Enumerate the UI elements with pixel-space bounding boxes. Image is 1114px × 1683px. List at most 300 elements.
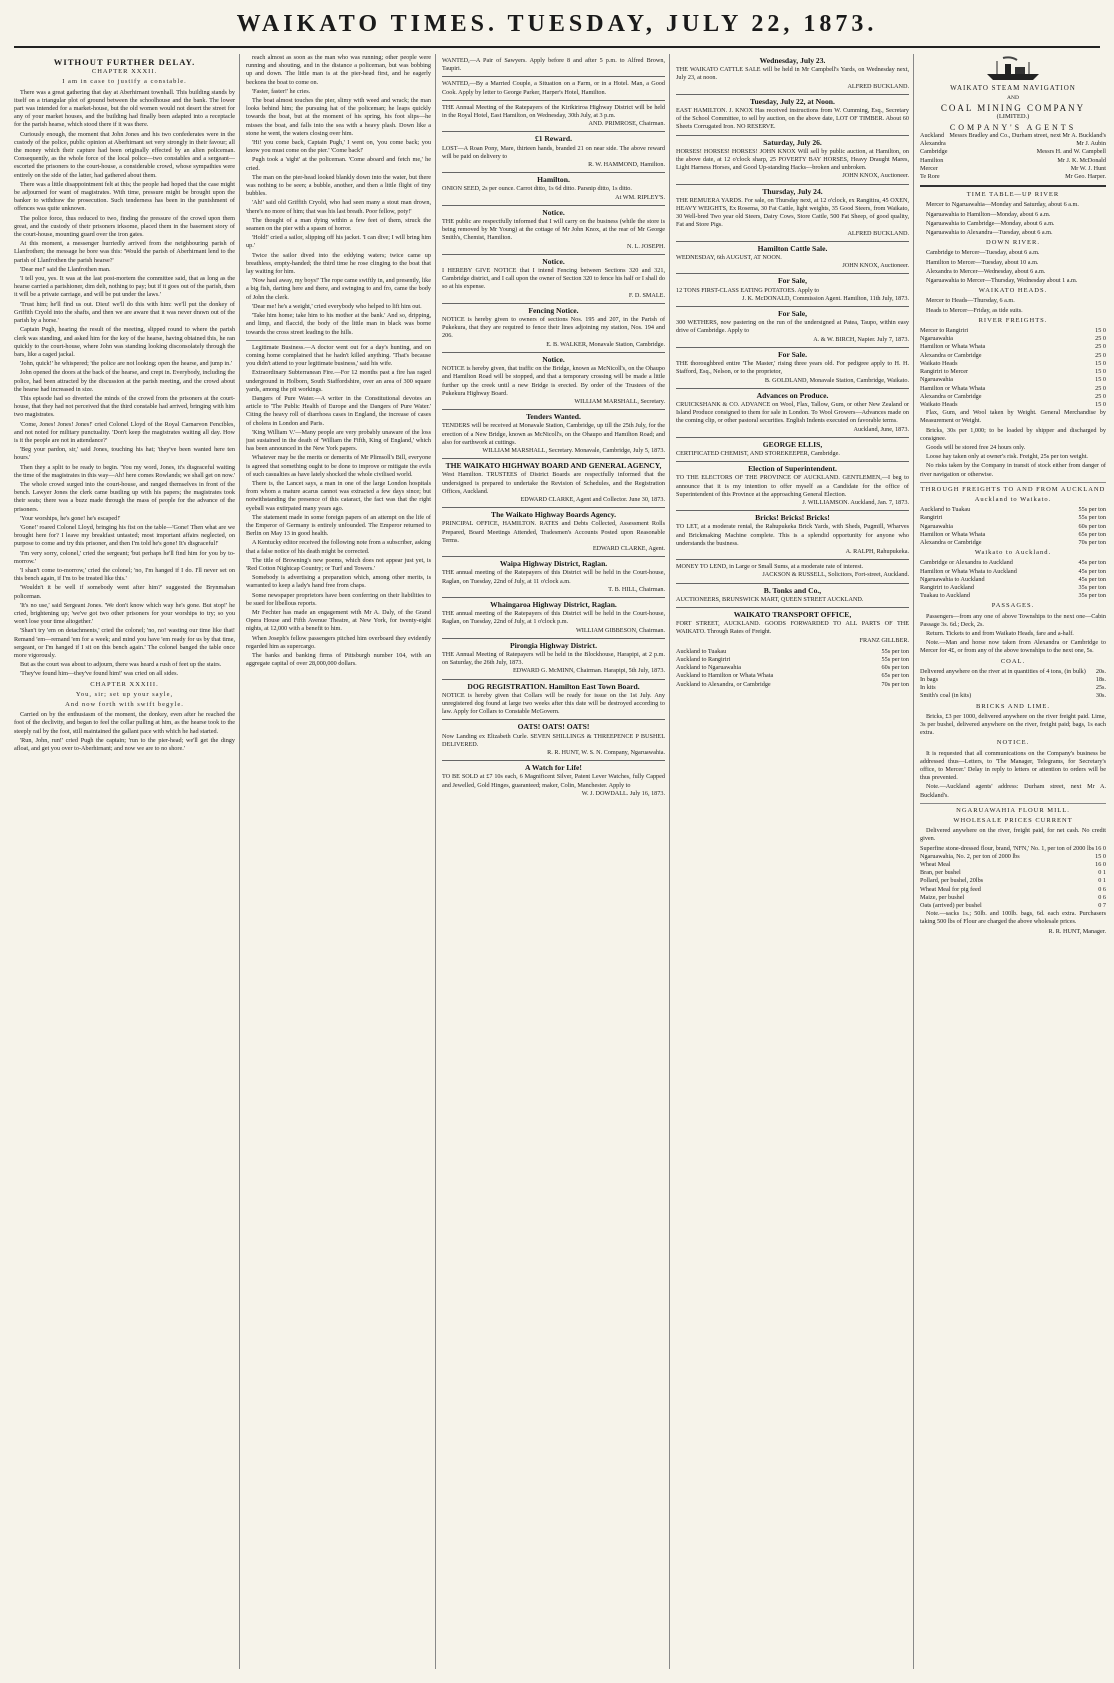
ad-text: CRUICKSHANK & CO. ADVANCE on Wool, Flax, Tallow, Gum, or other New Zealand or Island Produce consigned to them for sale in London. To Wool Growers—Advances made on the coming clip, or other pastoral securities. English Indents executed on favorable terms. — [676, 400, 909, 425]
advertisement — [442, 680, 665, 721]
story-paragraph: The boat almost touches the pier, slimy with weed and wrack; the man looks behind him; the pursuing hat of the policeman; he leaps quickly towards the boat, but at the moment of his spring, his foot slips—he misses the boat, and falls into the sea with a heavy plash. Down like a stone he went, the waters closing over him. — [246, 97, 431, 137]
timetable-item: Ngaruawahia to Cambridge—Monday, about 6 a.m. — [926, 219, 1055, 227]
freight-row-value: 45s per ton — [1078, 567, 1106, 575]
freight-row-label: Ngaruawahia to Auckland — [920, 575, 985, 583]
freight-row-label: Rangiriri to Mercer — [920, 368, 969, 376]
freight-row-value: 25 0 — [1095, 343, 1106, 351]
ad-text: PRINCIPAL OFFICE, HAMILTON. RATES and Debts Collected, Assessment Rolls Prepared, Board Meetings Attended, Tradesmen's Accounts Posted upon Reasonable Terms. — [442, 520, 665, 544]
mill-title: NGARUAWAHIA FLOUR MILL. — [956, 806, 1070, 814]
freight-row-value: 60s per ton — [1078, 522, 1106, 530]
freight-row-value: 65s per ton — [1078, 530, 1106, 538]
advertisement — [676, 389, 909, 438]
ad-text: MONEY TO LEND, in Large or Small Sums, at a moderate rate of interest. — [676, 563, 864, 571]
freight-row-value: 45s per ton — [1078, 559, 1106, 567]
ad-text: FORT STREET, AUCKLAND. GOODS FORWARDED TO ALL PARTS OF THE WAIKATO. Through Rates of Freight. — [676, 620, 909, 636]
river-freights — [920, 327, 1106, 409]
ad-title: A Watch for Life! — [525, 763, 582, 773]
news-item: Some newspaper proprietors have been conferring on their liabilities to be sued for libellous reports. — [246, 591, 431, 607]
ad-signature: EDWARD CLARKE, Agent and Collector. June 30, 1873. — [520, 495, 665, 503]
story-paragraph: But as the court was about to adjourn, there was heard a rush of feet up the stairs. — [20, 661, 222, 669]
ad-title: WAIKATO TRANSPORT OFFICE, — [733, 609, 852, 619]
freight-row — [676, 656, 909, 664]
timetable-item: Ngaruawahia to Alexandra—Tuesday, about 6 a.m. — [926, 229, 1053, 237]
ad-text: CERTIFICATED CHEMIST, AND STOREKEEPER, Cambridge. — [676, 449, 840, 457]
coal-title: COAL. — [1000, 657, 1026, 665]
ad-title: Notice. — [542, 207, 565, 217]
story-paragraph: At this moment, a messenger hurriedly arrived from the neighbouring parish of Llanfrothen; the message he bore was this: 'Would the parish of Aberhirnant lend to the parish of Llanfrothen the parish hearse?' — [14, 240, 235, 264]
down-river-title: DOWN RIVER. — [986, 239, 1040, 247]
timetable-list — [920, 201, 1106, 237]
ad-signature: J. WILLIAMSON. Auckland, Jan. 7, 1873. — [802, 498, 909, 506]
coal-prices — [920, 668, 1106, 701]
story-paragraph: 'Ah!' said old Griffith Cryold, who had seen many a stout man drown, 'there's no more of him; that was his last breath. Poor fellow, poty!' — [246, 199, 431, 215]
price-row — [920, 861, 1106, 869]
freight-row-value: 15 0 — [1095, 359, 1106, 367]
ad-signature: F. D. SMALE. — [628, 291, 665, 299]
mill-signature: R. R. HUNT, Manager. — [1048, 927, 1106, 935]
advertisement — [442, 508, 665, 557]
advertisement — [442, 101, 665, 133]
divider — [920, 185, 1106, 187]
ad-text: THE public are respectfully informed that I will carry on the business (while the store is being removed by Mr Young) at the cottage of Mr John Knox, at the rear of Mr George Smith's, Chemist, Hamilton. — [442, 218, 665, 242]
through-freights — [920, 506, 1106, 547]
advertisement — [442, 173, 665, 206]
story-title: WITHOUT FURTHER DELAY. — [53, 57, 196, 67]
passages-title: PASSAGES. — [991, 602, 1035, 610]
column-4-ads — [676, 54, 914, 1669]
freight-row — [920, 327, 1106, 335]
ad-text: THE thoroughbred entire 'The Master,' rising three years old. For pedigree apply to H. H. Stafford, Esq., Nelson, or to the proprietor, — [676, 360, 909, 376]
price-row — [920, 684, 1106, 692]
ad-title: B. Tonks and Co., — [763, 585, 822, 595]
freight-note: Goods will be stored free 24 hours only. — [926, 443, 1026, 451]
ad-title: Wednesday, July 23. — [759, 56, 826, 65]
freight-row-value: 55s per ton — [1078, 506, 1106, 514]
ad-text: 12 TONS FIRST-CLASS EATING POTATOES. Apply to — [676, 286, 820, 294]
ad-title: For Sale, — [778, 309, 807, 319]
story-paragraph: 'Come, Jones! Jones! Jones!' cried Colonel Lloyd of the Royal Carnarvon Fencibles, and not noted for military punctuality. 'Don't keep the magistrates waiting all day. How is it the people are not in attendance?' — [14, 420, 235, 444]
freight-row — [920, 539, 1106, 547]
freight-row-label: Hamilton or Whata Whata to Auckland — [920, 567, 1017, 575]
story-paragraph: This episode had so diverted the minds of the crowd from the prisoners at the court-house, that they had not perceived that the third constable had arrived, bringing with him two magistrates. — [14, 394, 235, 419]
ad-title: Whaingaroa Highway District, Raglan. — [490, 599, 617, 609]
freight-row-value: 25 0 — [1095, 335, 1106, 343]
ad-title: DOG REGISTRATION. Hamilton East Town Board. — [467, 681, 640, 691]
story-paragraph: Carried on by the enthusiasm of the moment, the donkey, even after he reached the foot of the declivity, and began to feel the collar pulling at him, as the hearse took to the steeply rail by the foot, still maintained the gallant pace with which he had started. — [14, 711, 235, 735]
through-subtitle: Auckland to Waikato. — [974, 495, 1052, 503]
agents-address-note: Note.—Auckland agents' address: Durham street, next Mr A. Buckland's. — [920, 783, 1106, 799]
price-row — [920, 869, 1106, 877]
down-river-list — [920, 249, 1106, 285]
advertisement — [442, 255, 665, 304]
story-paragraph: 'Your worships, he's gone! he's escaped!' — [20, 514, 121, 522]
ad-title: OATS! OATS! OATS! — [517, 722, 590, 732]
chapter-heading: CHAPTER XXXII. — [91, 68, 158, 76]
notice-title: NOTICE. — [996, 739, 1030, 747]
through-title: THROUGH FREIGHTS TO AND FROM AUCKLAND — [920, 485, 1106, 493]
story-paragraph: Captain Pugh, hearing the result of the meeting, slipped round to where the parish clerk was standing, and asked him for the key of the hearse, having obtained this, he ran quickly to the court-house, where John was standing looking disconsolately through the bars, like a caged jackal. — [14, 326, 235, 358]
story-paragraph: 'Dear me!' said the Llanfrothen man. — [20, 265, 111, 273]
freight-row-value: 25 0 — [1095, 351, 1106, 359]
ad-title: Saturday, July 26. — [763, 137, 822, 147]
freight-row-value: 15 0 — [1095, 376, 1106, 384]
advertisement — [442, 132, 665, 173]
news-item: A Kentucky editor received the following note from a subscriber, asking that a false notice of his death might be corrected. — [246, 539, 431, 555]
freight-row-label: Rangiriri — [920, 514, 943, 522]
ad-title: Tuesday, July 22, at Noon. — [750, 96, 835, 106]
ad-signature: EDWARD G. McMINN, Chairman. Harapipi, 5th July, 1873. — [512, 667, 665, 675]
story-body — [14, 89, 235, 679]
timetable-item: Mercer to Ngaruawahia—Monday and Saturday, about 6 a.m. — [926, 201, 1079, 209]
column-5-navigation — [920, 54, 1110, 1669]
story-paragraph: The whole crowd surged into the court-house, and ranged themselves in front of the bench. Lawyer Jones the clerk came bustling up with his papers; the magistrates took their seats; there was a buzz made through the mass of people for the advance of the prisoners. — [14, 480, 235, 513]
ad-title: Fencing Notice. — [528, 305, 579, 315]
to-auckland-freights — [920, 559, 1106, 600]
passage-item: Return. Tickets to and from Waikato Heads, fare and a-half. — [926, 629, 1074, 637]
agents-list — [920, 132, 1106, 181]
ad-text: WANTED,—By a Married Couple, a Situation on a Farm, or in a Hotel. Man, a Good Cook. Apply by letter to George Parker, Harper's Hotel, Hamilton. — [442, 80, 665, 96]
ad-title: Notice. — [542, 256, 565, 266]
story-paragraph: 'Trust him; he'll find us out. Dieu! we'll do this with him: we'll put the donkey of Griffith Cryold into the shafts, and then we are aware that it was never drawn out of the parish by a horse.' — [14, 300, 235, 325]
price-row-value: 0 7 — [1098, 902, 1106, 910]
advertisements — [676, 54, 909, 648]
freight-row — [920, 576, 1106, 584]
passage-item: Note.—Man and horse now taken from Alexandra or Cambridge to Mercer for 4£, or from any of the above townships to the next one, 5s. — [920, 639, 1106, 655]
freight-row-label: Auckland to Tuakau — [676, 647, 727, 655]
price-row-value: 0 6 — [1098, 885, 1106, 893]
freight-row — [920, 559, 1106, 567]
news-item: Whatever may be the merits or demerits of Mr Plimsoll's Bill, everyone is agreed that something ought to be done to improve or mitigate the evils of such casualties as have lately shocked the whole civilised world. — [246, 454, 431, 478]
agent-row-value: Mr Geo. Harper. — [1065, 173, 1106, 181]
column-3-ads — [442, 54, 670, 1669]
ad-title: Hamilton. — [537, 175, 570, 185]
advertisement — [676, 274, 909, 307]
story-paragraph: 'They've found him—they've found him!' was cried on all sides. — [20, 670, 179, 678]
price-row-label: Wheat Meal — [920, 861, 951, 869]
passage-item: Passengers—from any one of above Townships to the next one—Cabin Passage 3s. 6d.; Deck, 2s. — [920, 612, 1106, 628]
advertisement — [676, 511, 909, 560]
story-paragraph: 'Take him home; take him to his mother at the bank.' And so, dripping, and limp, and flaccid, the body of the little man in black was borne towards the cross street leading to the hills. — [246, 312, 431, 336]
story-paragraph: 'Wouldn't it be well if somebody went after him?' suggested the Brynmahan policeman. — [14, 584, 235, 600]
freight-row-label: Hamilton or Whata Whata — [920, 384, 986, 392]
mill-subtitle: WHOLESALE PRICES CURRENT — [953, 817, 1073, 825]
price-row-label: Delivered anywhere on the river at in quantities of 4 tons, (in bulk) — [920, 667, 1086, 675]
news-item: Somebody is advertising a preparation which, among other merits, is warranted to keep a lady's hand free from chaps. — [246, 574, 431, 590]
timetable-item: Hamilton to Mercer—Tuesday, about 10 a.m. — [926, 258, 1039, 266]
ad-text: I HEREBY GIVE NOTICE that I intend Fencing between Sections 320 and 321, Cambridge district, and I call upon the owner of Section 320 to fence his half or I shall do so at his expense. — [442, 267, 665, 291]
price-row-value: 0 1 — [1098, 869, 1106, 877]
freight-row — [920, 401, 1106, 409]
agent-row-label: Auckland — [920, 132, 945, 140]
story-paragraph: 'Now haul away, my boys!' The rope came swiftly in, and presently, like a big fish, darting here and there, and swinging to and fro, came the body of John the clerk. — [246, 277, 431, 301]
ad-text: LOST—A Roan Pony, Mare, thirteen hands, branded 21 on near side. The above reward will be paid on delivery to — [442, 144, 665, 160]
news-item: The statement made in some foreign papers of an attempt on the life of the Emperor of Germany is entirely unfounded. The Emperor returned to Berlin on May 13 in good health. — [246, 513, 431, 538]
story-paragraph: 'Run, John, run!' cried Pugh the captain; 'run to the pier-head; we'll get the dingy afloat, and get you over to-Aberhirnant; and now we are to no shore.' — [14, 736, 235, 753]
freight-row-label: Hamilton or Whata Whata — [920, 530, 986, 538]
freight-row-value: 55s per ton — [881, 647, 909, 655]
agent-row-value: Messrs H. and W. Campbell — [1036, 148, 1106, 156]
bricks-text: Bricks, £3 per 1000, delivered anywhere on the river freight paid. Lime, 3s per bushel, delivered anywhere on the river, freight paid; bags, 1s each extra. — [920, 712, 1106, 737]
advertisement — [442, 77, 665, 100]
agent-row-value: Messrs Bradley and Co., Durham street, next Mr A. Buckland's — [949, 132, 1106, 140]
news-item: Extraordinary Subterranean Fire.—For 12 months past a fire has raged underground in Holborn, South Staffordshire, over an area of 300 square yards, among the pit workings. — [246, 369, 431, 393]
freight-row-label: Auckland to Rangiriri — [676, 655, 731, 663]
freight-row — [920, 514, 1106, 522]
freight-row-label: Auckland to Hamilton or Whata Whata — [676, 672, 774, 680]
price-row-value: 0 6 — [1098, 893, 1106, 901]
news-item: Dangers of Pure Water.—A writer in the Constitutional devotes an article to 'The Public Health of Europe and the Dangers of Pure Water.' Citing the heavy roll of diarrhoea cases in England, the increase of cases of cholera in London and Paris. — [246, 394, 431, 427]
advertisement — [676, 307, 909, 348]
story-paragraph: 'Gone!' roared Colonel Lloyd, bringing his fist on the table—'Gone! Then what are we brought here for? I leave my breakfast untasted; most important affairs neglected, on purpose to come and try this prisoner, and then I'm told he's gone! It's disgraceful!' — [14, 523, 235, 548]
news-item: When Joseph's fellow passengers pitched him overboard they evidently regarded him as supercargo. — [246, 634, 431, 650]
ad-signature: ALFRED BUCKLAND. — [847, 229, 909, 237]
ad-text: West Hamilton. TRUSTEES of District Boards are respectfully informed that the undersigned is prepared to undertake the Revision of Schedules, and the Registration Offices, Auckland. — [442, 471, 665, 495]
freight-row — [920, 335, 1106, 343]
price-row-value: 0 1 — [1098, 877, 1106, 885]
ad-text: TO BE SOLD at £7 10s each, 6 Magnificent Silver, Patent Lever Watches, fully Capped and Jewelled, Gold Hinges, guaranteed; maker, Colin, Manchester. Apply to — [442, 773, 665, 789]
price-row — [920, 886, 1106, 894]
agent-row — [920, 148, 1106, 156]
agent-row-value: Mr J. K. McDonald — [1057, 156, 1106, 164]
story-paragraph: The man on the pier-head looked blankly down into the water, but there was nothing to be seen; a bubble, another, and then a little flight of tiny bubbles. — [246, 173, 431, 198]
ad-text: THE WAIKATO CATTLE SALE will be held in Mr Campbell's Yards, on Wednesday next, July 23, at noon. — [676, 66, 909, 82]
timetable-item: Heads to Mercer—Friday, as tide suits. — [926, 306, 1023, 314]
price-row-value: 16 0 — [1095, 861, 1106, 869]
divider — [920, 803, 1106, 804]
freight-row-label: Alexandra or Cambridge — [920, 538, 982, 546]
news-item: Mr Fechter has made an engagement with Mr A. Daly, of the Grand Opera House and Fifth Avenue Theatre, at New York, for twenty-eight nights, at 12,000 with a benefit to him. — [246, 609, 431, 633]
advertisement — [676, 584, 909, 608]
ad-title: GEORGE ELLIS, — [762, 439, 823, 449]
advertisement — [676, 136, 909, 185]
advertisement — [676, 348, 909, 389]
price-row-value: 18s. — [1095, 676, 1106, 683]
news-item: 'King William V.'—Many people are very probably unaware of the loss just sustained in the death of 'William the Fifth, King of England,' which has been announced in the New York papers. — [246, 428, 431, 453]
advertisement — [676, 242, 909, 275]
advertisement — [676, 608, 909, 648]
company-name-2: COAL MINING COMPANY — [940, 103, 1086, 114]
freight-row-label: Ngaruawahia — [920, 522, 953, 530]
price-row-label: Bran, per bushel — [920, 869, 961, 877]
freight-row — [920, 376, 1106, 384]
steamship-icon — [920, 54, 1106, 84]
ad-signature: N. L. JOSEPH. — [627, 242, 665, 250]
ad-text: AUCTIONEERS, BRUNSWICK MART, QUEEN STREET AUCKLAND. — [676, 595, 864, 603]
price-row-label: Maize, per bushel — [920, 893, 965, 901]
freight-row-value: 70s per ton — [881, 680, 909, 688]
freight-row — [920, 531, 1106, 539]
freight-row — [920, 523, 1106, 531]
story-paragraph: 'I shan't come to-morrow,' cried the colonel; 'no, I'm hanged if I do. I'll never set on this bench again, if I'm to be treated like this.' — [14, 566, 235, 583]
agent-row-value: Mr W. J. Hunt — [1070, 164, 1106, 172]
ad-signature: T. B. HILL, Chairman. — [608, 585, 665, 593]
price-row — [920, 853, 1106, 861]
ad-title: Tenders Wanted. — [526, 412, 581, 422]
bricks-title: BRICKS AND LIME. — [976, 702, 1050, 710]
freight-notes — [920, 409, 1106, 479]
freight-row — [920, 385, 1106, 393]
story-paragraph: There was a great gathering that day at Aberhirnant townhall. This building stands by itself on a triangular plot of ground between the schoolhouse and the bank. The lower part was intended for a market-house, but the old women would not desert the street for any of your market houses, and the building had finally been adapted into a receptacle for the parish hearse, which stood there if it was there. — [14, 88, 235, 129]
freight-row-label: Ngaruawahia — [920, 335, 953, 343]
story-body-2 — [14, 711, 235, 753]
ad-text: WEDNESDAY, 6th AUGUST, AT NOON. — [676, 254, 782, 262]
ad-text: HORSES! HORSES! HORSES! JOHN KNOX Will sell by public auction, at Hamilton, on the above date, at 12 o'clock sharp, 25 POVERTY BAY HORSES, Heavy Draught Mares, Light Harness Horses, and Good Up-standing Hacks—broken and unbroken. — [676, 147, 909, 172]
ad-signature: B. GOLDLAND, Monavale Station, Cambridge, Waikato. — [764, 376, 909, 384]
ad-text: WANTED,—A Pair of Sawyers. Apply before 8 and after 5 p.m. to Alfred Brown, Taupiri. — [442, 57, 665, 73]
timetable-item: Mercer to Heads—Thursday, 6 a.m. — [926, 297, 1015, 305]
timetable-item: Cambridge to Mercer—Tuesday, about 6 a.m. — [926, 249, 1040, 257]
ad-signature: EDWARD CLARKE, Agent. — [592, 544, 665, 552]
advertisement — [676, 560, 909, 583]
story-paragraph: Curiously enough, the moment that John Jones and his two confederates were in the custody of the police, public opinion at Aberhirnant set very strongly in their favour; all the money which their capture had been originally effected by an alien policeman. Consequently, as the whole force of the local police—two constables and a sergeant—escorted the prisoners to the court-house, a considerable crowd, whose sympathies were entirely on the side of the latter, had gathered about them. — [14, 130, 235, 179]
advertisement — [676, 185, 909, 242]
ad-signature: JOHN KNOX, Auctioneer. — [842, 262, 909, 270]
advertisement — [442, 720, 665, 761]
story-paragraph: 'Dear me! he's a weight,' cried everybody who helped to lift him out. — [252, 302, 422, 310]
price-row — [920, 845, 1106, 853]
ad-title: Notice. — [542, 354, 565, 364]
advertisement — [442, 206, 665, 255]
passages-list — [920, 613, 1106, 656]
freight-row-label: Hamilton or Whata Whata — [920, 343, 986, 351]
story-paragraph: 'I tell you, yes. It was at the last post-mortem the committee said, that as long as the hearse carried a parishioner, dim delt, nothing to pay; but if it goes out of the parish, then it will be a private carriage, and will be put under the laws.' — [14, 275, 235, 299]
freight-row — [920, 343, 1106, 351]
heads-list — [920, 297, 1106, 314]
chapter-subline: I am in case to justify a constable. — [62, 78, 187, 86]
freight-note: Bricks, 30s per 1,000; to be loaded by shipper and discharged by consignee. — [920, 426, 1106, 442]
freight-row-value: 15 0 — [1095, 400, 1106, 408]
ad-title: Advances on Produce. — [756, 390, 829, 400]
agent-row — [920, 165, 1106, 173]
advertisement — [442, 761, 665, 801]
story-paragraph: 'John, quick!' he whispered; 'the police are not looking; open the hearse, and jump in.' — [20, 360, 232, 368]
story-paragraph: reach almost as soon as the man who was running; other people were running and shouting, and in the distance a policeman, but was bobbing up and down. The little man is at the pier-head first, and he eagerly beckons the boat to come on. — [246, 54, 431, 86]
story-paragraph: The police force, thus reduced to two, finding the pressure of the crowd upon them great, and the custody of their prisoners irksome, placed them in the basement story of the court-house, mounting guard over the iron gates. — [14, 214, 235, 239]
advertisement — [442, 459, 665, 508]
ad-signature: AND. PRIMROSE, Chairman. — [588, 120, 665, 128]
timetable-item: Ngaruawahia to Mercer—Thursday, Wednesday about 1 a.m. — [926, 277, 1078, 285]
freight-row-label: Tuakau to Auckland — [920, 592, 970, 600]
ad-text: TO LET, at a moderate rental, the Rahupukeka Brick Yards, with Sheds, Pugmill, Wharves and Brickmaking Machine complete. This is a splendid opportunity for anyone who understands the business. — [676, 523, 909, 547]
freight-row-value: 15 0 — [1095, 327, 1106, 335]
column-2-news — [246, 54, 436, 1669]
masthead: WAIKATO TIMES. TUESDAY, JULY 22, 1873. — [14, 8, 1100, 48]
ad-signature: J. K. McDONALD, Commission Agent. Hamilton, 11th July, 1873. — [742, 294, 909, 302]
freights-title: RIVER FREIGHTS. — [978, 316, 1048, 324]
price-row-label: Pollard, per bushel, 20lbs — [920, 877, 984, 885]
advertisement — [676, 462, 909, 511]
ad-text: TO THE ELECTORS OF THE PROVINCE OF AUCKLAND. GENTLEMEN,—I beg to announce that it is my intention to offer myself as a Candidate for the office of Superintendent of this Province at the approaching General Election. — [676, 474, 909, 498]
ad-title: Pirongia Highway District. — [510, 640, 597, 650]
ad-title: Bricks! Bricks! Bricks! — [755, 513, 830, 523]
story-paragraph: Twice the sailor dived into the eddying waters; twice came up breathless, empty-handed; the third time he rose clinging to the boat that lay waiting for him. — [246, 251, 431, 276]
timetable-item: Alexandra to Mercer—Wednesday, about 6 a.m. — [926, 267, 1046, 275]
price-row-label: Superfine stone-dressed flour, brand, 'NFN,' No. 1, per ton of 2000 lbs — [920, 844, 1095, 852]
verse-line: And now forth with swift begyle. — [65, 701, 184, 709]
ad-title: For Sale. — [778, 349, 807, 359]
ad-text: THE Annual Meeting of the Ratepayers of the Kirikiriroa Highway District will be held in the Royal Hotel, East Hamilton, on Wednesday, 30th July, at 3 p.m. — [442, 103, 665, 120]
advertisement — [442, 598, 665, 639]
freight-row-value: 15 0 — [1095, 368, 1106, 376]
news-item: There is, the Lancet says, a man in one of the large London hospitals from whom a mature acarus cannot was extracted a few days since; but notwithstanding the presence of this cataract, the fact was that the right eyeball was extirpated many years ago. — [246, 479, 431, 512]
freight-row-value: 65s per ton — [881, 672, 909, 680]
price-row — [920, 902, 1106, 910]
advertisements — [442, 54, 665, 801]
freight-row — [676, 672, 909, 680]
ad-signature: WILLIAM MARSHALL, Secretary. Monavale, Cambridge, July 5, 1873. — [482, 446, 665, 454]
freight-row-label: Mercer to Rangiriri — [920, 327, 969, 335]
story-paragraph: Then they a split to be ready to begin. 'You my word, Jones, it's disgraceful waiting the time of the magistrates in this way—Ah! here comes Rowlands; we shall get on now.' — [14, 463, 236, 479]
ad-text: NOTICE is hereby given to owners of sections Nos. 195 and 207, in the Parish of Pukekura, that they are required to fence their lines adjoining my station, Nos. 194 and 206. — [442, 316, 665, 340]
freight-row-value: 25 0 — [1095, 384, 1106, 392]
column-1-story — [14, 54, 240, 1669]
freight-row-label: Alexandra or Cambridge — [920, 392, 982, 400]
price-row-value: 20s. — [1095, 667, 1106, 675]
divider — [920, 482, 1106, 483]
freight-row-label: Auckland to Tuakau — [920, 506, 971, 514]
ad-signature: FRANZ GILLBER. — [859, 636, 909, 644]
ad-signature: E. B. WALKER, Monavale Station, Cambridge. — [546, 340, 665, 348]
chapter-heading-2: CHAPTER XXXIII. — [90, 680, 159, 688]
story-paragraph: 'Hold!' cried a sailor, slipping off his jacket. 'I can dive; I will bring him up.' — [246, 234, 431, 250]
story-paragraph: 'Beg your pardon, sir,' said Jones, touching his hat; 'they've been wanted here ten hours.' — [14, 446, 235, 462]
ad-text: Now Landing ex Elizabeth Curle. SEVEN SHILLINGS & THREEPENCE P BUSHEL DELIVERED. — [442, 732, 665, 748]
ad-title: Hamilton Cattle Sale. — [757, 243, 828, 253]
freight-row-label: Auckland to Ngaruawahia — [676, 664, 741, 672]
story-continuation — [246, 54, 431, 337]
heads-title: WAIKATO HEADS. — [978, 287, 1048, 295]
mill-lead: Delivered anywhere on the river, freight paid, for net cash. No credit given. — [920, 827, 1106, 843]
advertisement — [676, 54, 909, 95]
news-item: The banks and banking firms of Pittsburgh number 104, with an aggregate capital of over 28,000,000 dollars. — [246, 652, 431, 668]
timetable-item: Ngaruawahia to Hamilton—Monday, about 6 a.m. — [926, 210, 1051, 218]
agent-row-label: Alexandra — [920, 140, 946, 148]
ad-text: THE annual meeting of the Ratepayers of this District will be held in the Court-house, Raglan, on Tuesday, 22nd of July, at 11 o'clock a.m. — [442, 569, 665, 585]
price-row-value: 16 0 — [1095, 844, 1106, 852]
ad-signature: R. R. HUNT, W. S. N. Company, Ngaruawahia. — [547, 749, 665, 757]
ad-title: The Waikato Highway Boards Agency. — [491, 510, 616, 520]
story-paragraph: 'Shan't try 'em on detachments,' cried the colonel; 'no, no! wasting our time like that! Remand 'em—remand 'em for a week; and mind you have 'em ready for us by that time, sergeant, or I'm hanged if I sit on this bench again.' The colonel banged the table once more vigorously. — [14, 627, 235, 660]
freight-row-label: Ngaruawahia — [920, 376, 953, 384]
ad-signature: WILLIAM GIBBESON, Chairman. — [575, 626, 665, 634]
ad-text: THE annual meeting of the Ratepayers of this District will be held in the Court-house, Raglan, on Tuesday, 22nd of July, at 1 o'clock p.m. — [442, 610, 665, 626]
freight-row — [920, 360, 1106, 368]
agent-row — [920, 132, 1106, 140]
ad-text: ONION SEED, 2s per ounce. Carrot ditto, 1s 6d ditto. Parsnip ditto, 1s ditto. — [442, 185, 632, 193]
ad-title: Thursday, July 24. — [762, 186, 823, 196]
story-paragraph: The thought of a man dying within a few feet of them, struck the seamen on the pier with a spasm of horror. — [246, 216, 431, 233]
verse-line: You, sir; set up your sayle, — [75, 690, 174, 698]
mill-note: Note.—sacks 1s.; 50lb. and 100lb. bags, 6d. each extra. Purchasers taking 500 lbs of Flour are charged the above wholesale prices. — [920, 910, 1106, 926]
freight-row — [920, 584, 1106, 592]
freight-row-label: Waikato Heads — [920, 359, 958, 367]
news-items — [246, 344, 431, 669]
price-row-label: Wheat Meal for pig feed — [920, 885, 981, 893]
ad-signature: JACKSON & RUSSELL, Solicitors, Fort-street, Auckland. — [762, 571, 909, 579]
freight-row-value: 35s per ton — [1078, 592, 1106, 600]
price-row-value: 30s. — [1095, 692, 1106, 700]
price-row-label: Smith's coal (in kits) — [920, 692, 972, 700]
freight-row-value: 55s per ton — [1078, 514, 1106, 522]
divider — [246, 340, 431, 341]
ad-title: Waipa Highway District, Raglan. — [499, 559, 608, 569]
freight-row — [920, 368, 1106, 376]
ad-signature: A. & W. BIRCH, Napier. July 7, 1873. — [813, 335, 909, 343]
ad-signature: ALFRED BUCKLAND. — [847, 82, 909, 90]
advertisement — [676, 95, 909, 136]
agent-row-label: Cambridge — [920, 148, 948, 156]
news-item: Legitimate Business.—A doctor went out for a day's hunting, and on coming home complained that he hadn't killed anything. 'That's because you didn't attend to your legitimate business,' said his wife. — [246, 343, 431, 368]
